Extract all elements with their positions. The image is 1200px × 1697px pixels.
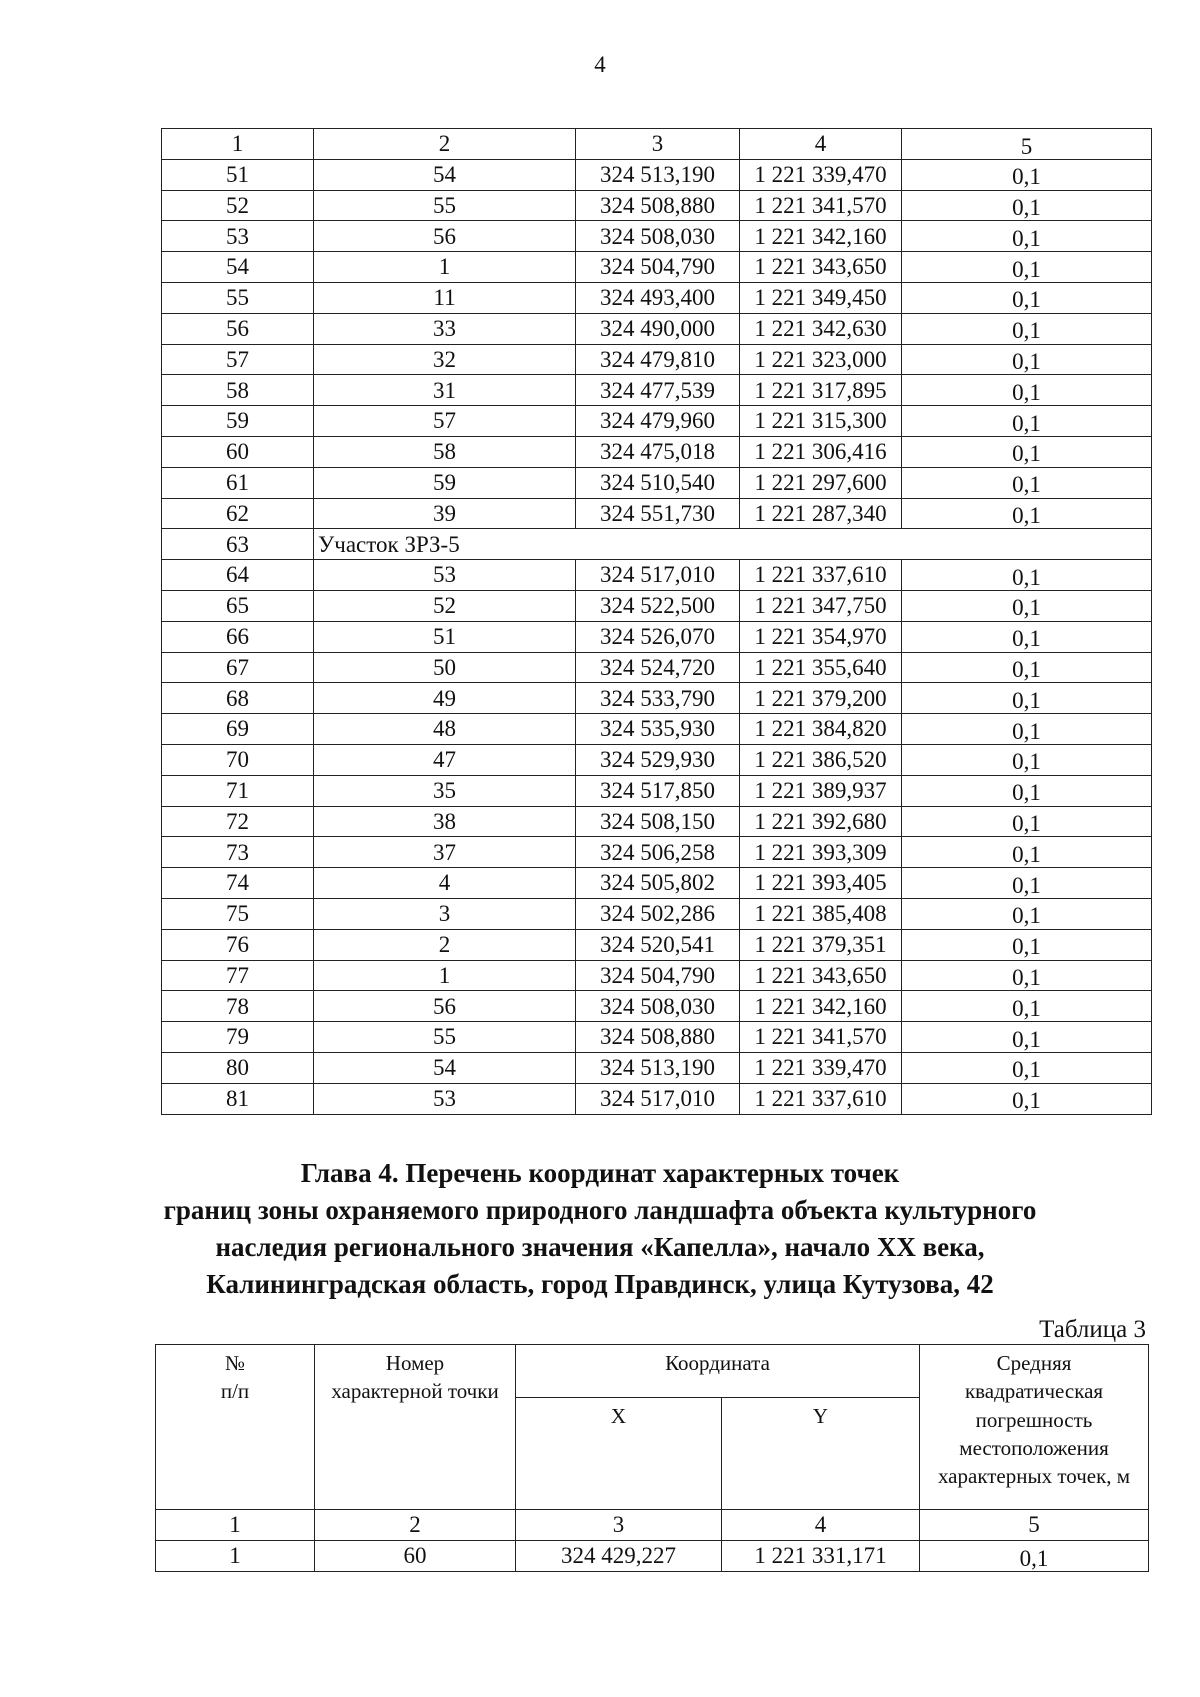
table-cell: 0,1 — [902, 282, 1152, 313]
table-row — [162, 159, 1152, 190]
table-cell: 68 — [162, 683, 314, 714]
table-cell: 324 522,500 — [576, 590, 740, 621]
table-cell: 4 — [314, 868, 576, 899]
table-cell: 1 221 354,970 — [740, 621, 902, 652]
header-point-line: характерной точки — [331, 1379, 499, 1404]
table-cell: 0,1 — [902, 159, 1152, 190]
table-cell: 324 508,880 — [576, 1022, 740, 1053]
table-cell: 0,1 — [902, 1083, 1152, 1114]
table-cell: 81 — [162, 1083, 314, 1114]
table-row — [162, 560, 1152, 591]
table-row — [162, 375, 1152, 406]
table-cell: 324 517,850 — [576, 775, 740, 806]
table-cell: 0,1 — [902, 590, 1152, 621]
table-cell: 3 — [576, 129, 740, 160]
table-cell: 0,1 — [902, 436, 1152, 467]
table-cell: 0,1 — [902, 960, 1152, 991]
table-cell: 324 504,790 — [576, 960, 740, 991]
table-cell: 324 526,070 — [576, 621, 740, 652]
table-cell: 73 — [162, 837, 314, 868]
table-cell: 324 490,000 — [576, 313, 740, 344]
table-cell: 50 — [314, 652, 576, 683]
table-cell: 1 221 341,570 — [740, 190, 902, 221]
header-error-line: местоположения — [959, 1436, 1109, 1461]
table-cell: 0,1 — [902, 775, 1152, 806]
table-cell: 75 — [162, 898, 314, 929]
table-row — [162, 190, 1152, 221]
table-cell: 0,1 — [902, 683, 1152, 714]
table-cell: 324 529,930 — [576, 744, 740, 775]
table-cell: 0,1 — [902, 252, 1152, 283]
table-cell: 1 221 342,160 — [740, 221, 902, 252]
table-cell: 324 479,960 — [576, 406, 740, 437]
table-cell: 62 — [162, 498, 314, 529]
table-row — [162, 652, 1152, 683]
header-error-line: квадратическая — [964, 1379, 1104, 1404]
table-cell: 324 533,790 — [576, 683, 740, 714]
table-cell: 66 — [162, 621, 314, 652]
table-cell: 324 475,018 — [576, 436, 740, 467]
table-cell: 0,1 — [902, 898, 1152, 929]
table-cell: 55 — [314, 1022, 576, 1053]
header-error-line: погрешность — [975, 1407, 1093, 1432]
table-cell: 4 — [722, 1510, 920, 1541]
table-cell: 1 221 393,309 — [740, 837, 902, 868]
table-cell: 78 — [162, 991, 314, 1022]
table-cell: 324 508,880 — [576, 190, 740, 221]
table-cell: 51 — [314, 621, 576, 652]
table-cell: 33 — [314, 313, 576, 344]
table-cell: 1 221 342,630 — [740, 313, 902, 344]
table-cell: 54 — [162, 252, 314, 283]
table-cell: 0,1 — [902, 498, 1152, 529]
table-cell: 35 — [314, 775, 576, 806]
table-cell: 324 493,400 — [576, 282, 740, 313]
table-cell: 55 — [162, 282, 314, 313]
table-cell: 77 — [162, 960, 314, 991]
table-row — [162, 590, 1152, 621]
table-caption: Таблица 3 — [1039, 1316, 1146, 1343]
table-row — [162, 837, 1152, 868]
table-cell: 0,1 — [920, 1541, 1149, 1572]
table-cell: 1 221 385,408 — [740, 898, 902, 929]
table-cell: 1 221 343,650 — [740, 960, 902, 991]
table-cell: 3 — [516, 1510, 722, 1541]
table-cell: 65 — [162, 590, 314, 621]
table-cell: 0,1 — [902, 991, 1152, 1022]
table-row — [162, 313, 1152, 344]
table-cell: 1 — [156, 1510, 315, 1541]
table-row — [162, 898, 1152, 929]
table-header-row — [156, 1345, 1149, 1398]
table-row — [162, 991, 1152, 1022]
table-row — [162, 252, 1152, 283]
heading-line: Калининградская область, город Правдинск, улица Кутузова, 42 — [206, 1268, 994, 1299]
table-row — [162, 1022, 1152, 1053]
table-cell: 0,1 — [902, 467, 1152, 498]
table-row — [162, 744, 1152, 775]
table-cell: 324 505,802 — [576, 868, 740, 899]
table-row — [162, 929, 1152, 960]
table-row — [162, 498, 1152, 529]
table-cell: 324 504,790 — [576, 252, 740, 283]
table-cell: 52 — [162, 190, 314, 221]
header-point-line: Номер — [385, 1351, 445, 1375]
column-number-row — [156, 1510, 1149, 1541]
table-cell: 51 — [162, 159, 314, 190]
table-cell: 37 — [314, 837, 576, 868]
table-cell: 1 221 323,000 — [740, 344, 902, 375]
section-row-number: 63 — [162, 529, 314, 560]
table-cell: 324 551,730 — [576, 498, 740, 529]
page-number: 4 — [594, 52, 606, 77]
table-cell: 61 — [162, 467, 314, 498]
table-cell: 0,1 — [902, 313, 1152, 344]
table-row — [162, 221, 1152, 252]
table-cell: 1 221 339,470 — [740, 159, 902, 190]
table-row — [162, 1052, 1152, 1083]
table-cell: 53 — [314, 560, 576, 591]
table-cell: 1 221 347,750 — [740, 590, 902, 621]
table-cell: 324 502,286 — [576, 898, 740, 929]
table-cell: 4 — [740, 129, 902, 160]
table-cell: 59 — [314, 467, 576, 498]
table-cell: 324 520,541 — [576, 929, 740, 960]
table-cell: 2 — [314, 129, 576, 160]
table-cell: 324 508,030 — [576, 991, 740, 1022]
table-row — [162, 621, 1152, 652]
table-cell: 0,1 — [902, 621, 1152, 652]
table-cell: 1 221 389,937 — [740, 775, 902, 806]
table-cell: 1 221 317,895 — [740, 375, 902, 406]
heading-line: наследия регионального значения «Капелла», начало XX века, — [215, 1231, 985, 1262]
coordinates-table-body — [162, 129, 1152, 1115]
table-cell: 324 508,030 — [576, 221, 740, 252]
header-error — [920, 1345, 1149, 1510]
chapter-heading — [100, 1155, 1100, 1303]
table-cell: 57 — [314, 406, 576, 437]
coordinates-table-3 — [155, 1344, 1149, 1572]
table-cell: 0,1 — [902, 929, 1152, 960]
table-row — [162, 467, 1152, 498]
table-cell: 56 — [314, 991, 576, 1022]
header-error-line: характерных точек, м — [937, 1464, 1131, 1489]
header-num-line: № — [224, 1351, 246, 1375]
table-cell: 1 — [314, 960, 576, 991]
header-y: Y — [722, 1398, 920, 1510]
table-row — [162, 775, 1152, 806]
table-cell: 1 221 393,405 — [740, 868, 902, 899]
table-cell: 55 — [314, 190, 576, 221]
table-cell: 324 513,190 — [576, 159, 740, 190]
table-row — [162, 344, 1152, 375]
table-cell: 60 — [315, 1541, 516, 1572]
table-cell: 324 513,190 — [576, 1052, 740, 1083]
header-num-line: п/п — [220, 1379, 250, 1404]
table-cell: 1 221 349,450 — [740, 282, 902, 313]
table-cell: 1 221 392,680 — [740, 806, 902, 837]
table-cell: 324 517,010 — [576, 1083, 740, 1114]
table-cell: 0,1 — [902, 744, 1152, 775]
table-cell: 0,1 — [902, 868, 1152, 899]
header-num — [156, 1345, 315, 1510]
header-point-number — [315, 1345, 516, 1510]
table-row — [162, 282, 1152, 313]
table-cell: 0,1 — [902, 837, 1152, 868]
table-cell: 58 — [314, 436, 576, 467]
heading-line: Глава 4. Перечень координат характерных точек — [300, 1158, 900, 1188]
table-cell: 324 508,150 — [576, 806, 740, 837]
table-cell: 32 — [314, 344, 576, 375]
table-row — [162, 1083, 1152, 1114]
table-cell: 1 221 386,520 — [740, 744, 902, 775]
table-cell: 11 — [314, 282, 576, 313]
table-cell: 64 — [162, 560, 314, 591]
table-cell: 5 — [920, 1510, 1149, 1541]
table-cell: 38 — [314, 806, 576, 837]
table-cell: 54 — [314, 159, 576, 190]
table-cell: 52 — [314, 590, 576, 621]
table-cell: 1 221 297,600 — [740, 467, 902, 498]
table-cell: 56 — [314, 221, 576, 252]
table-cell: 0,1 — [902, 1022, 1152, 1053]
table-cell: 1 221 379,351 — [740, 929, 902, 960]
table-cell: 1 221 306,416 — [740, 436, 902, 467]
coordinates-table-continued — [161, 128, 1152, 1115]
table-cell: 76 — [162, 929, 314, 960]
table-cell: 1 221 343,650 — [740, 252, 902, 283]
table-cell: 67 — [162, 652, 314, 683]
table-row — [162, 436, 1152, 467]
table-cell: 59 — [162, 406, 314, 437]
table-cell: 48 — [314, 714, 576, 745]
column-number-row — [162, 129, 1152, 160]
table-cell: 324 479,810 — [576, 344, 740, 375]
table-cell: 1 221 331,171 — [722, 1541, 920, 1572]
table-cell: 0,1 — [902, 344, 1152, 375]
table-row — [162, 960, 1152, 991]
table-cell: 324 477,539 — [576, 375, 740, 406]
table-cell: 54 — [314, 1052, 576, 1083]
table-cell: 324 506,258 — [576, 837, 740, 868]
table-cell: 49 — [314, 683, 576, 714]
table-cell: 57 — [162, 344, 314, 375]
table-cell: 5 — [902, 129, 1152, 160]
table-cell: 1 221 384,820 — [740, 714, 902, 745]
table-cell: 0,1 — [902, 1052, 1152, 1083]
table-row — [156, 1541, 1149, 1572]
table-cell: 79 — [162, 1022, 314, 1053]
table-cell: 58 — [162, 375, 314, 406]
table-cell: 72 — [162, 806, 314, 837]
table-cell: 74 — [162, 868, 314, 899]
table-row — [162, 714, 1152, 745]
table-cell: 60 — [162, 436, 314, 467]
table-row — [162, 683, 1152, 714]
table-cell: 324 429,227 — [516, 1541, 722, 1572]
table-cell: 69 — [162, 714, 314, 745]
table-cell: 1 221 355,640 — [740, 652, 902, 683]
table-cell: 324 535,930 — [576, 714, 740, 745]
table-cell: 3 — [314, 898, 576, 929]
header-error-line: Средняя — [996, 1351, 1072, 1375]
table-cell: 1 221 342,160 — [740, 991, 902, 1022]
table-row — [162, 406, 1152, 437]
table-cell: 31 — [314, 375, 576, 406]
header-coordinate: Координата — [516, 1345, 920, 1398]
heading-line: границ зоны охраняемого природного ландшафта объекта культурного — [163, 1194, 1037, 1225]
table-row — [162, 806, 1152, 837]
table-cell: 80 — [162, 1052, 314, 1083]
table-cell: 1 — [314, 252, 576, 283]
table-cell: 0,1 — [902, 714, 1152, 745]
table-cell: 71 — [162, 775, 314, 806]
table-cell: 2 — [315, 1510, 516, 1541]
table-cell: 0,1 — [902, 375, 1152, 406]
table-cell: 53 — [162, 221, 314, 252]
section-label: Участок ЗРЗ-5 — [314, 529, 1152, 560]
section-row — [162, 529, 1152, 560]
table-cell: 324 524,720 — [576, 652, 740, 683]
table-cell: 1 221 337,610 — [740, 1083, 902, 1114]
header-x: X — [516, 1398, 722, 1510]
table-cell: 56 — [162, 313, 314, 344]
table-cell: 1 221 315,300 — [740, 406, 902, 437]
table-cell: 1 221 379,200 — [740, 683, 902, 714]
table-cell: 1 221 341,570 — [740, 1022, 902, 1053]
table-cell: 1 221 339,470 — [740, 1052, 902, 1083]
table-cell: 0,1 — [902, 190, 1152, 221]
table-cell: 1 — [156, 1541, 315, 1572]
table-cell: 0,1 — [902, 560, 1152, 591]
table-cell: 39 — [314, 498, 576, 529]
table-cell: 324 517,010 — [576, 560, 740, 591]
table-cell: 70 — [162, 744, 314, 775]
table-cell: 0,1 — [902, 806, 1152, 837]
table-cell: 0,1 — [902, 406, 1152, 437]
table-cell: 1 — [162, 129, 314, 160]
table-row — [162, 868, 1152, 899]
table-cell: 0,1 — [902, 221, 1152, 252]
table-cell: 53 — [314, 1083, 576, 1114]
table-cell: 47 — [314, 744, 576, 775]
table-cell: 0,1 — [902, 652, 1152, 683]
table3-body — [156, 1510, 1149, 1572]
table-cell: 324 510,540 — [576, 467, 740, 498]
table-cell: 1 221 337,610 — [740, 560, 902, 591]
table-cell: 2 — [314, 929, 576, 960]
table-cell: 1 221 287,340 — [740, 498, 902, 529]
